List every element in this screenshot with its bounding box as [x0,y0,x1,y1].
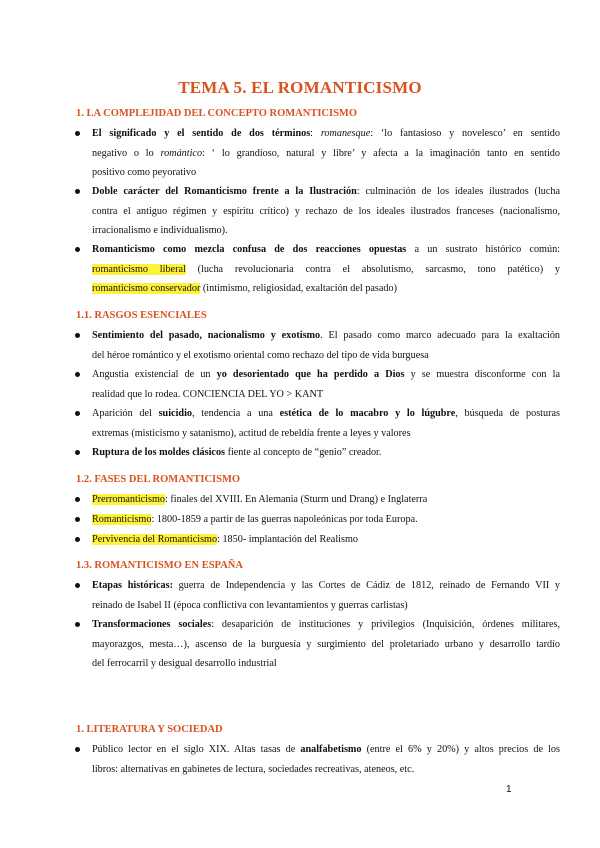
list-item: Transformaciones sociales: desaparición de instituciones y privilegios (Inquisición, órdenes militares, mayorazgos, mesta…), ascenso de la burguesía y surgimiento del proletariado urbano y desarrollo tardío del ferrocarril y desigual desarrollo industrial [92,615,560,674]
section-heading-rasgos: 1.1. RASGOS ESENCIALES [76,310,207,321]
bullet-icon [75,517,80,522]
bullet-icon [75,583,80,588]
bullet-icon [75,537,80,542]
list-item: Doble carácter del Romanticismo frente a la Ilustración: culminación de los ideales ilustrados (lucha contra el antiguo régimen y espíritu crítico) y rechazo de los ideales ilustrados franceses (nacionalismo, irracionalismo e individualismo). [92,182,560,241]
list-item: Romanticismo: 1800-1859 a partir de las guerras napoleónicas por toda Europa. [92,510,560,530]
bullet-icon [75,411,80,416]
list-item: Pervivencia del Romanticismo: 1850- implantación del Realismo [92,530,560,550]
bullet-icon [75,450,80,455]
list-item: El significado y el sentido de dos términos: romanesque: ‘lo fantasioso y novelesco’ en sentido negativo o lo romántico: ‘ lo grandioso, natural y libre’ y afecta a la imaginación tanto en sentido positivo como peyorativo [92,124,560,183]
page-title: TEMA 5. EL ROMANTICISMO [178,78,422,97]
section-heading-fases: 1.2. FASES DEL ROMANTICISMO [76,474,241,485]
bullet-icon [75,497,80,502]
list-item: Ruptura de los moldes clásicos fiente al concepto de “genio” creador. [92,443,560,463]
section-heading-literatura: 1. LITERATURA Y SOCIEDAD [76,724,223,735]
list-item: Prerromanticismo: finales del XVIII. En Alemania (Sturm und Drang) e Inglaterra [92,490,560,510]
list-item: Romanticismo como mezcla confusa de dos reacciones opuestas a un sustrato histórico común: romanticismo liberal (lucha revolucionaria contra el absolutismo, sarcasmo, tono patético) y romanticismo conservador (intimismo, religiosidad, exaltación del pasado) [92,240,560,299]
section-heading-espana: 1.3. ROMANTICISMO EN ESPAÑA [76,560,243,571]
bullet-icon [75,747,80,752]
list-item: Etapas históricas: guerra de Independencia y las Cortes de Cádiz de 1812, reinado de Fernando VII y reinado de Isabel II (época conflictiva con levantamientos y guerras carlistas) [92,576,560,615]
bullet-icon [75,247,80,252]
list-item: Público lector en el siglo XIX. Altas tasas de analfabetismo (entre el 6% y 20%) y altos precios de los libros: alternativas en gabinetes de lectura, sociedades recreativas, ateneos, etc. [92,740,560,779]
section-heading-concepto: 1. LA COMPLEJIDAD DEL CONCEPTO ROMANTICISMO [76,108,357,119]
list-item: Aparición del suicidio, tendencia a una estética de lo macabro y lo lúgubre, búsqueda de posturas extremas (misticismo y satanismo), actitud de rebeldía frente a leyes y valores [92,404,560,443]
bullet-icon [75,333,80,338]
bullet-icon [75,131,80,136]
list-item: Angustia existencial de un yo desorientado que ha perdido a Dios y se muestra disconforme con la realidad que lo rodea. CONCIENCIA DEL YO > KANT [92,365,560,404]
list-item: Sentimiento del pasado, nacionalismo y exotismo. El pasado como marco adecuado para la exaltación del héroe romántico y el exotismo oriental como rechazo del tipo de vida burguesa [92,326,560,365]
bullet-icon [75,622,80,627]
page-number: 1 [506,784,512,795]
bullet-icon [75,189,80,194]
bullet-icon [75,372,80,377]
